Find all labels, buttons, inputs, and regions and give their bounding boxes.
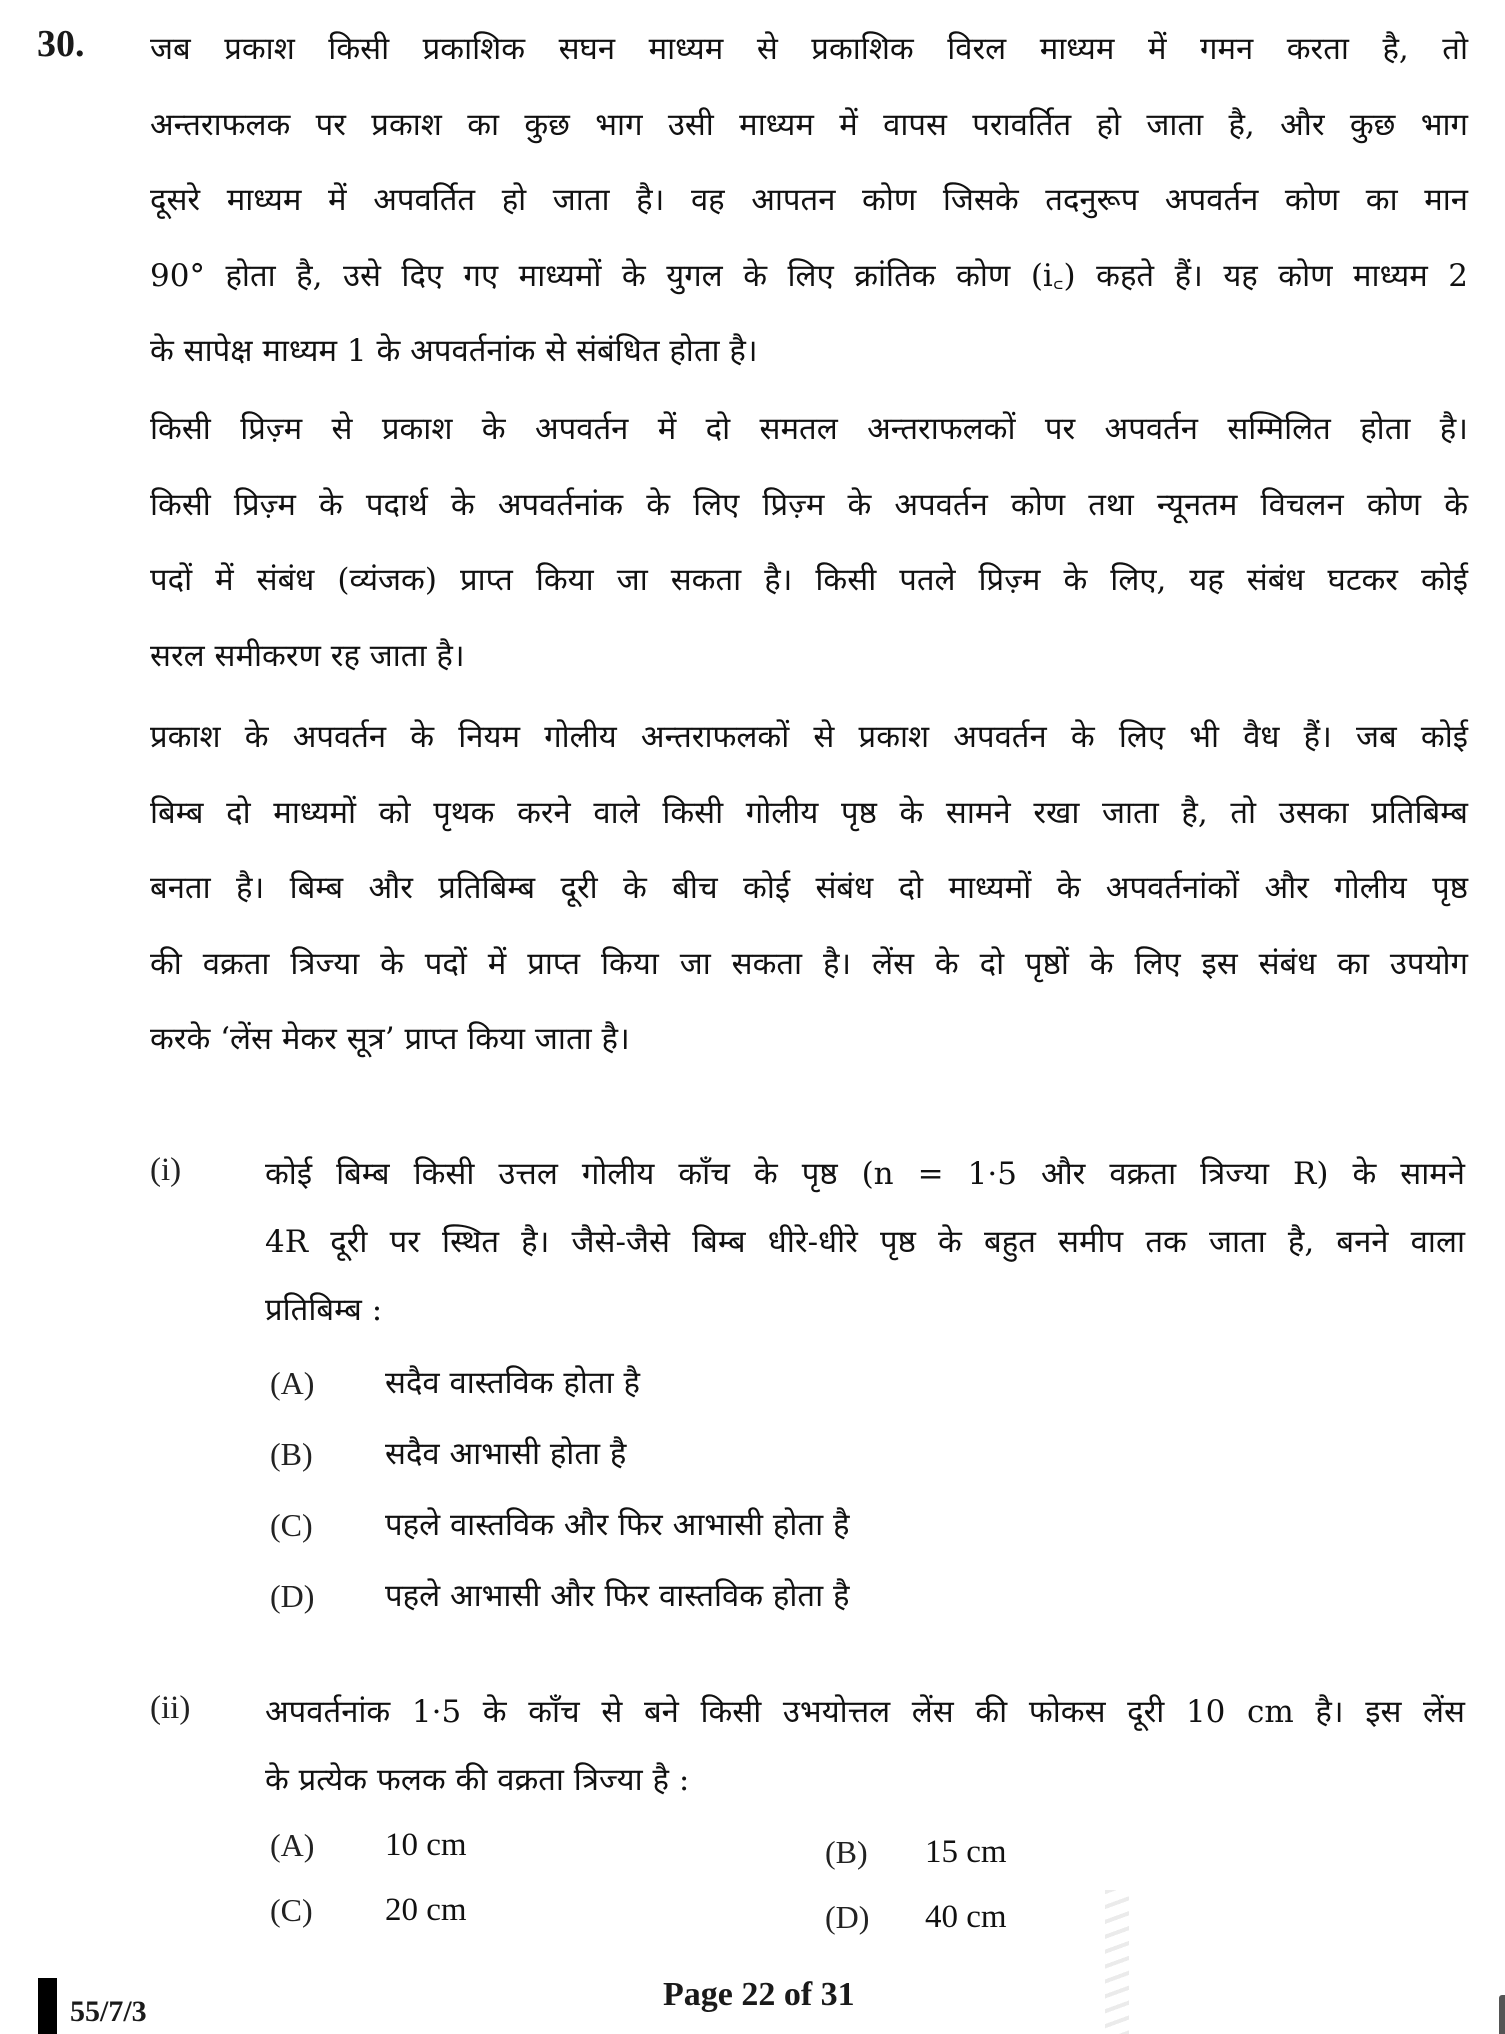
option-text: 10 cm — [385, 1827, 467, 1863]
option-label: (C) — [270, 1892, 313, 1928]
paper-code: 55/7/3 — [70, 1995, 147, 2028]
passage-line: दूसरे माध्यम में अपवर्तित हो जाता है। वह आपतन कोण जिसके तदनुरूप अपवर्तन कोण का मान — [150, 182, 1468, 218]
question-number: 30. — [37, 23, 85, 65]
subquestion-text-ii — [265, 1678, 1465, 1814]
passage-line: की वक्रता त्रिज्या के पदों में प्राप्त किया जा सकता है। लेंस के दो पृष्ठों के लिए इस संबंध का उपयोग — [150, 945, 1468, 982]
subquestion-text-i — [265, 1140, 1465, 1344]
passage-line: बनता है। बिम्ब और प्रतिबिम्ब दूरी के बीच कोई संबंध दो माध्यमों के अपवर्तनांकों और गोलीय पृष्ठ — [150, 870, 1468, 906]
passage-line: प्रकाश के अपवर्तन के नियम गोलीय अन्तराफलकों से प्रकाश अपवर्तन के लिए भी वैध हैं। जब कोई — [150, 719, 1468, 755]
option-label: (B) — [825, 1834, 868, 1870]
option-label: (A) — [270, 1827, 315, 1863]
passage-line: अन्तराफलक पर प्रकाश का कुछ भाग उसी माध्यम में वापस परावर्तित हो जाता है, और कुछ भाग — [150, 106, 1468, 143]
scan-edge-mark — [1499, 1995, 1505, 2034]
subquestion-label-ii: (ii) — [150, 1690, 191, 1726]
passage-line: किसी प्रिज़्म के पदार्थ के अपवर्तनांक के लिए प्रिज़्म के अपवर्तन कोण तथा न्यूनतम विचलन कोण के — [150, 486, 1468, 523]
passage-paragraph-1 — [150, 12, 1468, 390]
passage-line: जब प्रकाश किसी प्रकाशिक सघन माध्यम से प्रकाशिक विरल माध्यम में गमन करता है, तो — [150, 31, 1468, 67]
option-label: (B) — [270, 1436, 313, 1472]
option-text: सदैव वास्तविक होता है — [385, 1365, 640, 1401]
passage-line: बिम्ब दो माध्यमों को पृथक करने वाले किसी गोलीय पृष्ठ के सामने रखा जाता है, तो उसका प्रतिबिम्ब — [150, 794, 1468, 831]
passage-line: के सापेक्ष माध्यम 1 के अपवर्तनांक से संबंधित होता है। — [150, 333, 758, 369]
subquestion-line: प्रतिबिम्ब : — [265, 1292, 383, 1328]
option-label: (D) — [270, 1578, 315, 1614]
passage-line: किसी प्रिज़्म से प्रकाश के अपवर्तन में दो समतल अन्तराफलकों पर अपवर्तन सम्मिलित होता है। — [150, 411, 1468, 447]
subquestion-line: के प्रत्येक फलक की वक्रता त्रिज्या है : — [265, 1762, 690, 1798]
page-number: Page 22 of 31 — [663, 1976, 855, 2013]
option-text: पहले आभासी और फिर वास्तविक होता है — [385, 1578, 850, 1614]
subquestion-label-i: (i) — [150, 1152, 182, 1188]
option-label: (C) — [270, 1507, 313, 1543]
passage-paragraph-3 — [150, 700, 1468, 1078]
passage-paragraph-2 — [150, 392, 1468, 694]
option-label: (A) — [270, 1365, 315, 1401]
option-text: पहले वास्तविक और फिर आभासी होता है — [385, 1507, 850, 1543]
footer-marker-bar — [38, 1978, 57, 2034]
subquestion-line: 4R दूरी पर स्थित है। जैसे-जैसे बिम्ब धीरे-धीरे पृष्ठ के बहुत समीप तक जाता है, बनने वाला — [265, 1224, 1465, 1260]
passage-line: करके ‘लेंस मेकर सूत्र’ प्राप्त किया जाता है। — [150, 1021, 630, 1057]
passage-line: 90° होता है, उसे दिए गए माध्यमों के युगल के लिए क्रांतिक कोण (i꜀) कहते हैं। यह कोण माध्यम 2 — [150, 257, 1468, 294]
subquestion-line: अपवर्तनांक 1·5 के काँच से बने किसी उभयोत्तल लेंस की फोकस दूरी 10 cm है। इस लेंस — [265, 1694, 1465, 1730]
option-text: 15 cm — [925, 1834, 1007, 1870]
option-text: सदैव आभासी होता है — [385, 1436, 627, 1472]
passage-line: पदों में संबंध (व्यंजक) प्राप्त किया जा सकता है। किसी पतले प्रिज़्म के लिए, यह संबंध घटकर कोई — [150, 562, 1468, 598]
scan-smudge — [1105, 1890, 1129, 2034]
subquestion-line: कोई बिम्ब किसी उत्तल गोलीय काँच के पृष्ठ (n = 1·5 और वक्रता त्रिज्या R) के सामने — [265, 1156, 1465, 1192]
option-text: 20 cm — [385, 1892, 467, 1928]
option-label: (D) — [825, 1899, 870, 1935]
option-text: 40 cm — [925, 1899, 1007, 1935]
passage-line: सरल समीकरण रह जाता है। — [150, 637, 465, 674]
